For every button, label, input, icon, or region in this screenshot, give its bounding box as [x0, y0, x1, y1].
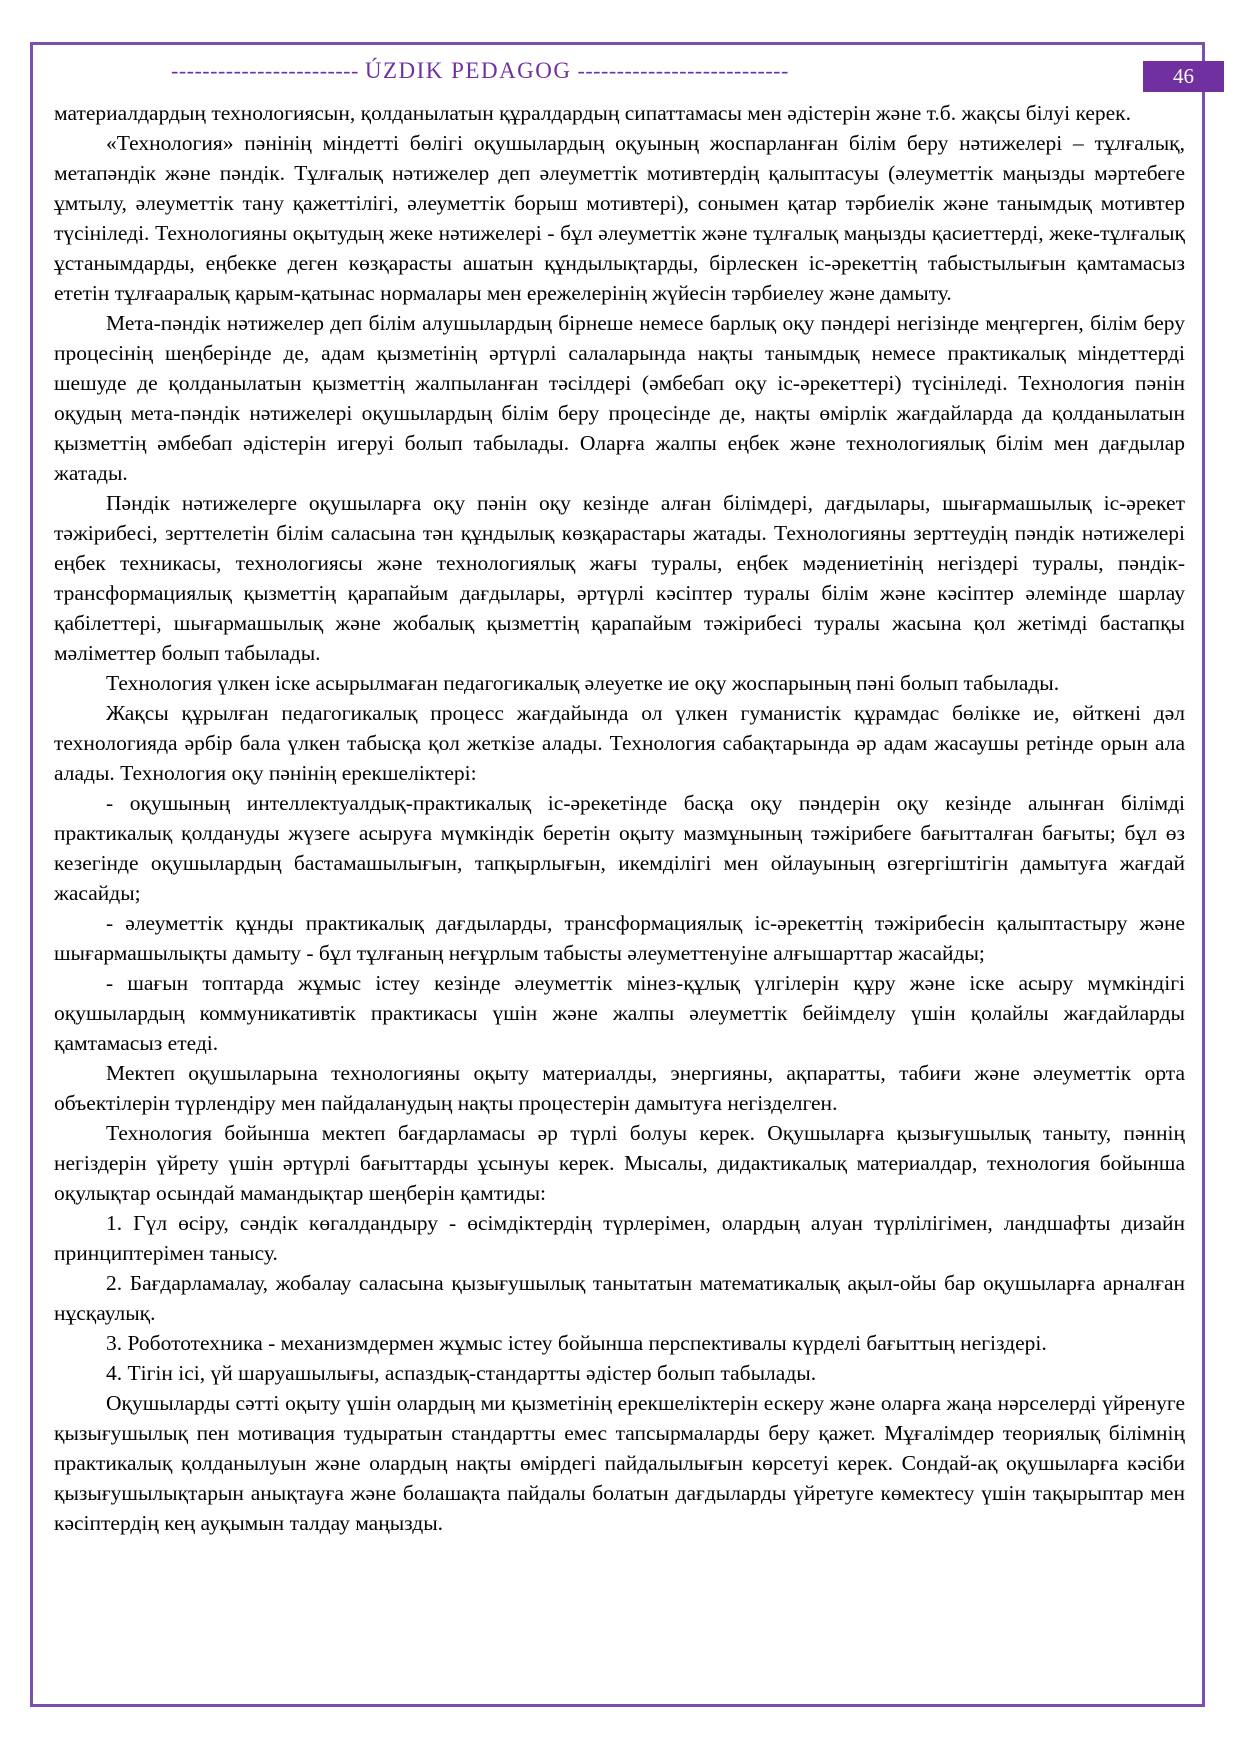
- header-title: ÚZDIK PEDAGOG: [364, 58, 572, 83]
- paragraph: - оқушының интеллектуалдық-практикалық іс-әрекетінде басқа оқу пәндерін оқу кезінде алынған білімді практикалық қолдануды жүзеге асыруға мүмкіндік беретін оқыту мазмұнының тәжірибеге бағытталған бағыты; бұл өз кезегінде оқушылардың бастамашылығын, тапқырлығын, икемділігі мен ойлауының өзгергіштігін дамытуға жағдай жасайды;: [54, 791, 1185, 905]
- page-border-frame: [30, 42, 1205, 1707]
- paragraph: 2. Бағдарламалау, жобалау саласына қызығушылық танытатын математикалық ақыл-ойы бар оқушыларға арналған нұсқаулық.: [54, 1271, 1185, 1325]
- paragraph: Оқушыларды сәтті оқыту үшін олардың ми қызметінің ерекшеліктерін ескеру және оларға жаңа нәрселерді үйренуге қызығушылық пен мотивация тудыратын стандартты емес тапсырмаларды беру қажет. Мұғалімдер теориялық білімнің практикалық қолданылуын және олардың нақты өмірдегі пайдалылығын көрсетуі керек. Сондай-ақ оқушыларға кәсіби қызығушылықтарын анықтауға және болашақта пайдалы болатын дағдыларды үйретуге көмектесу үшін тақырыптар мен кәсіптердің кең ауқымын талдау маңызды.: [54, 1391, 1185, 1535]
- page-number-value: 46: [1173, 64, 1194, 88]
- page-number-badge: [1143, 61, 1224, 92]
- paragraph: 4. Тігін ісі, үй шаруашылығы, аспаздық-стандартты әдістер болып табылады.: [106, 1361, 817, 1385]
- paragraph: - шағын топтарда жұмыс істеу кезінде әлеуметтік мінез-құлық үлгілерін құру және іске асыру мүмкіндігі оқушылардың коммуникативтік практикасы үшін және жалпы әлеуметтік бейімделу үшін қолайлы жағдайларды қамтамасыз етеді.: [54, 971, 1185, 1055]
- paragraph: 1. Гүл өсіру, сәндік көгалдандыру - өсімдіктердің түрлерімен, олардың алуан түрлілігімен, ландшафты дизайн принциптерімен танысу.: [54, 1211, 1185, 1265]
- header-dashes-right: ---------------------------: [577, 58, 789, 83]
- paragraph: 3. Робототехника - механизмдермен жұмыс істеу бойынша перспективалы күрделі бағыттың негіздері.: [106, 1331, 1047, 1355]
- body-text: [54, 98, 1185, 1538]
- paragraph: Технология бойынша мектеп бағдарламасы әр түрлі болуы керек. Оқушыларға қызығушылық таныту, пәннің негіздерін үйрету үшін әртүрлі бағыттарды ұсынуы керек. Мысалы, дидактикалық материалдар, технология бойынша оқулықтар осындай мамандықтар шеңберін қамтиды:: [54, 1121, 1185, 1205]
- paragraph: Технология үлкен іске асырылмаған педагогикалық әлеуетке ие оқу жоспарының пәні болып табылады.: [106, 671, 1060, 695]
- paragraph: Пәндік нәтижелерге оқушыларға оқу пәнін оқу кезінде алған білімдері, дағдылары, шығармашылық іс-әрекет тәжірибесі, зерттелетін білім саласына тән құндылық көзқарастары жатады. Технологияны зерттеудің пәндік нәтижелері еңбек техникасы, технологиясы және технологиялық жағы туралы, еңбек мәдениетінің негіздері туралы, пәндік-трансформациялық қызметтің қарапайым дағдылары, әртүрлі кәсіптер туралы білім және кәсіптер әлемінде шарлау қабілеттері, шығармашылық және жобалық қызметтің қарапайым тәжірибесі туралы жасына қол жетімді бастапқы мәліметтер болып табылады.: [54, 491, 1185, 665]
- paragraph: - әлеуметтік құнды практикалық дағдыларды, трансформациялық іс-әрекеттің тәжірибесін қалыптастыру және шығармашылықты дамыту - бұл тұлғаның неғұрлым табысты әлеуметтенуіне алғышарттар жасайды;: [54, 911, 1185, 965]
- header-dashes-left: ------------------------: [171, 58, 359, 83]
- page-header: [171, 57, 1202, 85]
- paragraph: Мектеп оқушыларына технологияны оқыту материалды, энергияны, ақпаратты, табиғи және әлеуметтік орта объектілерін түрлендіру мен пайдаланудың нақты процестерін дамытуға негізделген.: [54, 1061, 1185, 1115]
- paragraph: Мета-пәндік нәтижелер деп білім алушылардың бірнеше немесе барлық оқу пәндері негізінде меңгерген, білім беру процесінің шеңберінде де, адам қызметінің әртүрлі салаларында нақты танымдық немесе практикалық міндеттерді шешуде де қолданылатын қызметтің жалпыланған тәсілдері (әмбебап оқу іс-әрекеттері) түсініледі. Технология пәнін оқудың мета-пәндік нәтижелері оқушылардың білім беру процесінде де, нақты өмірлік жағдайларда да қолданылатын қызметтің әмбебап әдістерін игеруі болып табылады. Оларға жалпы еңбек және технологиялық білім мен дағдылар жатады.: [54, 311, 1185, 485]
- paragraph: Жақсы құрылған педагогикалық процесс жағдайында ол үлкен гуманистік құрамдас бөлікке ие, өйткені дәл технологияда әрбір бала үлкен табысқа қол жеткізе алады. Технология сабақтарында әр адам жасаушы ретінде орын ала алады. Технология оқу пәнінің ерекшеліктері:: [54, 701, 1185, 785]
- paragraph: материалдардың технологиясын, қолданылатын құралдардың сипаттамасы мен әдістерін және т.б. жақсы білуі керек.: [54, 101, 1132, 125]
- paragraph: «Технология» пәнінің міндетті бөлігі оқушылардың оқуының жоспарланған білім беру нәтижелері – тұлғалық, метапәндік және пәндік. Тұлғалық нәтижелер деп әлеуметтік мотивтердің қалыптасуы (әлеуметтік маңызды мәртебеге ұмтылу, әлеуметтік тану қажеттілігі, әлеуметтік борыш мотивтері), сонымен қатар тәрбиелік және танымдық мотивтер түсініледі. Технологияны оқытудың жеке нәтижелері - бұл әлеуметтік және тұлғалық маңызды қасиеттерді, жеке-тұлғалық ұстанымдарды, еңбекке деген көзқарасты ашатын құндылықтарды, бірлескен іс-әрекеттің табыстылығын қамтамасыз ететін тұлғааралық қарым-қатынас нормалары мен ережелерінің жүйесін тәрбиелеу және дамыту.: [54, 131, 1185, 305]
